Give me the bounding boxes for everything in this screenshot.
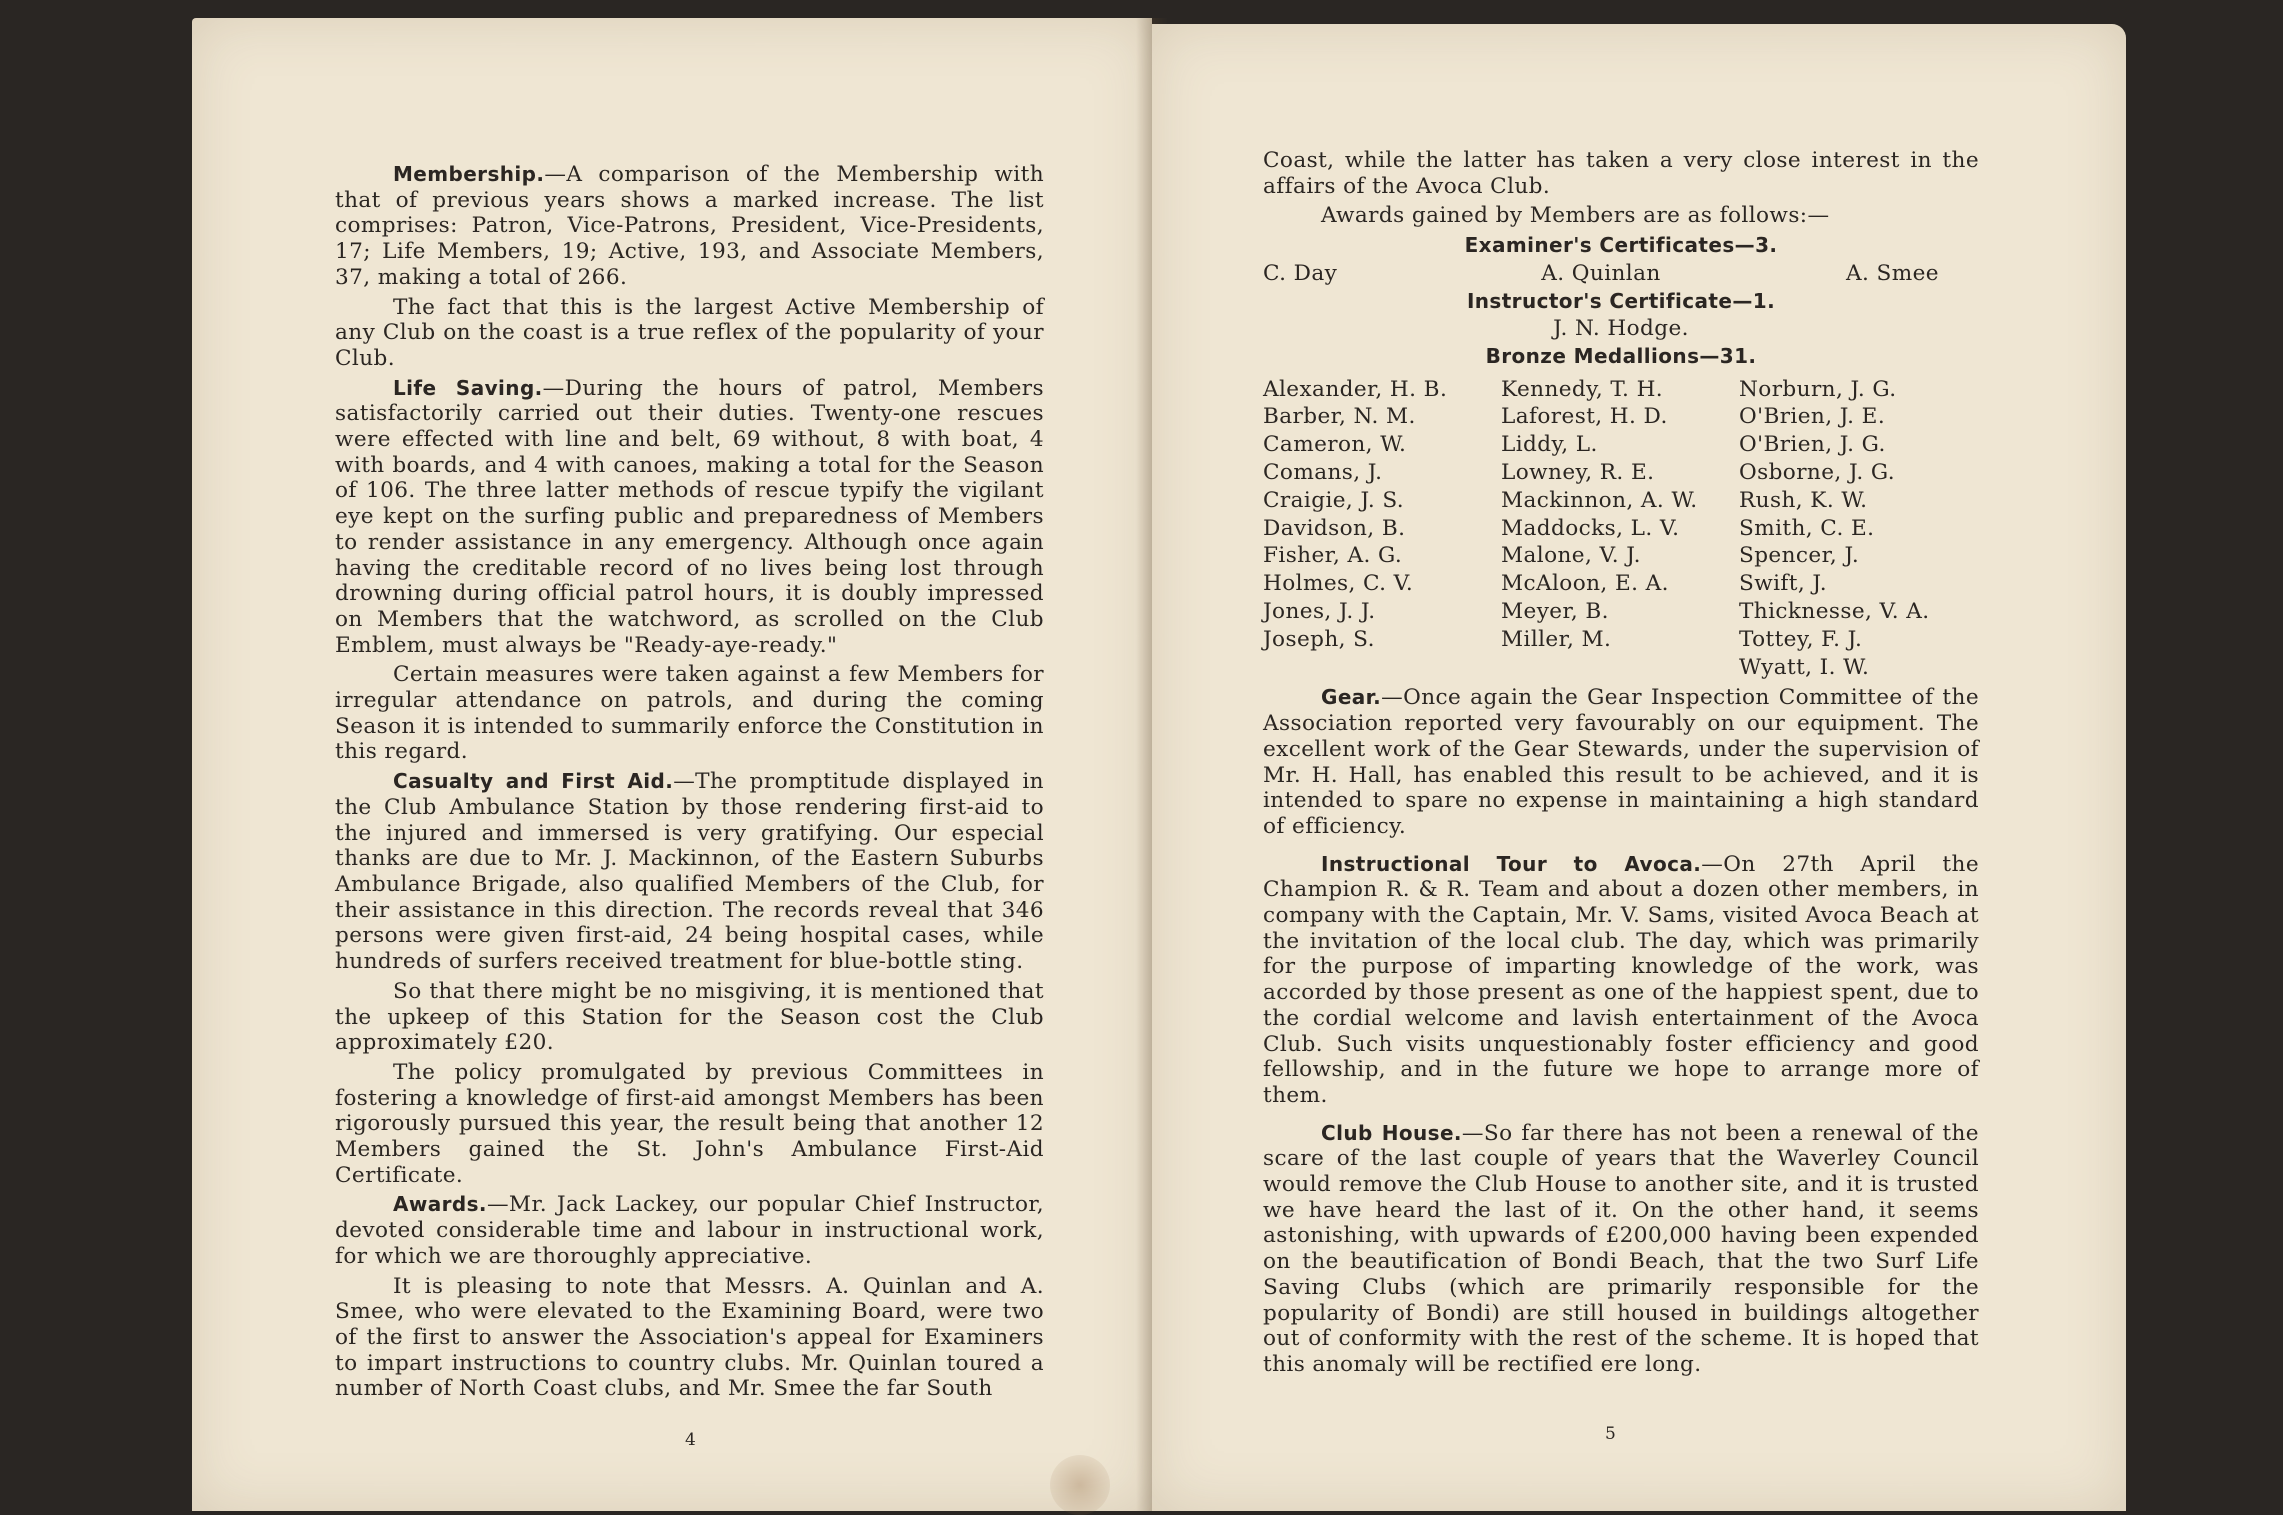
list-item: Fisher, A. G.	[1263, 543, 1403, 569]
list-item: Thicknesse, V. A.	[1739, 599, 1930, 624]
paragraph: Club House.—So far there has not been a renewal of the scare of the last couple of years that the Waverley Council would remove the Club House to another site, and it is trusted we have heard the last of it. On the other hand, it seems astonishing, with upwards of £200,000 having been expended on the beautification of Bondi Beach, that the two Surf Life Saving Clubs (which are primarily responsible for the popularity of Bondi) are still housed in buildings altogether out of conformity with the rest of the scheme. It is hoped that this anomaly will be rectified ere long.	[1263, 1120, 1979, 1377]
name-column	[1501, 376, 1739, 682]
name-column	[1739, 376, 1977, 682]
list-item: Lowney, R. E.	[1501, 460, 1655, 486]
paragraph: The policy promulgated by previous Committees in fostering a knowledge of first-aid amongst Members has been rigorously pursued this year, the result being that another 12 Members gained the St. John's Ambulance First-Aid Certificate.	[335, 1059, 1044, 1188]
instructor-heading: Instructor's Certificate—1.	[1466, 288, 1776, 313]
examiner-name: A. Quinlan	[1541, 260, 1661, 286]
right-page-text	[1263, 148, 1979, 1382]
paragraph: Membership.—A comparison of the Membership with that of previous years shows a marked increase. The list comprises: Patron, Vice-Patrons, President, Vice-Presidents, 17; Life Members, 19; Active, 193, and Associate Members, 37, making a total of 266.	[335, 162, 1044, 290]
list-item: Osborne, J. G.	[1739, 460, 1895, 486]
page-number: 5	[1605, 1424, 1616, 1444]
paragraph: The fact that this is the largest Active Membership of any Club on the coast is a true reflex of the popularity of your Club.	[335, 294, 1044, 371]
examiners-heading: Examiner's Certificates—3.	[1464, 233, 1778, 258]
examiner-name: A. Smee	[1846, 260, 1939, 286]
list-item: Norburn, J. G.	[1739, 376, 1897, 402]
paragraph: Casualty and First Aid.—The promptitude displayed in the Club Ambulance Station by those rendering first-aid to the injured and immersed is very gratifying. Our especial thanks are due to Mr. J. Mackinnon, of the Eastern Suburbs Ambulance Brigade, also qualified Members of the Club, for their assistance in this direction. The records reveal that 346 persons were given first-aid, 24 being hospital cases, while hundreds of surfers received treatment for blue-bottle sting.	[335, 769, 1044, 975]
list-item: Comans, J.	[1263, 460, 1383, 486]
list-item: Craigie, J. S.	[1263, 487, 1405, 513]
paragraph: Gear.—Once again the Gear Inspection Committee of the Association reported very favourably on our equipment. The excellent work of the Gear Stewards, under the supervision of Mr. H. Hall, has enabled this result to be achieved, and it is intended to spare no expense in maintaining a high standard of efficiency.	[1263, 685, 1979, 839]
list-item: Davidson, B.	[1263, 515, 1406, 541]
list-item: O'Brien, J. G.	[1739, 432, 1886, 458]
list-item: Barber, N. M.	[1263, 404, 1416, 430]
bronze-heading: Bronze Medallions—31.	[1485, 343, 1757, 368]
list-item: Jones, J. J.	[1263, 599, 1376, 624]
list-item: Holmes, C. V.	[1263, 571, 1414, 597]
continuation-paragraph: Coast, while the latter has taken a very close interest in the affairs of the Avoca Club.	[1263, 148, 1979, 199]
list-item: Tottey, F. J.	[1739, 626, 1863, 652]
paragraph: It is pleasing to note that Messrs. A. Quinlan and A. Smee, who were elevated to the Examining Board, were two of the first to answer the Association's appeal for Examiners to impart instructions to country clubs. Mr. Quinlan toured a number of North Coast clubs, and Mr. Smee the far South	[335, 1273, 1044, 1402]
list-item: Rush, K. W.	[1739, 487, 1868, 513]
list-item: Laforest, H. D.	[1501, 404, 1668, 430]
page-number: 4	[685, 1430, 696, 1450]
list-item: McAloon, E. A.	[1501, 571, 1669, 597]
bronze-medallion-list	[1263, 376, 1979, 682]
paragraph: Life Saving.—During the hours of patrol, Members satisfactorily carried out their duties. Twenty-one rescues were effected with line and belt, 69 without, 8 with boat, 4 with boards, and 4 with canoes, making a total for the Season of 106. The three latter methods of rescue typify the vigilant eye kept on the surfing public and preparedness of Members to render assistance in any emergency. Although once again having the creditable record of no lives being lost through drowning during official patrol hours, it is doubly impressed on Members that the watchword, as scrolled on the Club Emblem, must always be "Ready-aye-ready."	[335, 375, 1044, 658]
list-item: Cameron, W.	[1263, 432, 1407, 458]
list-item: Smith, C. E.	[1739, 515, 1875, 541]
list-item: Miller, M.	[1501, 626, 1612, 652]
list-item: Malone, V. J.	[1501, 543, 1641, 569]
list-item: Kennedy, T. H.	[1501, 376, 1664, 402]
list-item: Mackinnon, A. W.	[1501, 487, 1698, 513]
list-item: O'Brien, J. E.	[1739, 404, 1886, 430]
list-item: Joseph, S.	[1263, 626, 1375, 652]
left-page	[192, 18, 1152, 1511]
left-page-text	[335, 162, 1044, 1406]
list-item: Liddy, L.	[1501, 432, 1598, 458]
examiners-row	[1263, 261, 1979, 287]
examiner-name: C. Day	[1263, 260, 1338, 286]
list-item: Swift, J.	[1739, 571, 1828, 597]
list-item: Maddocks, L. V.	[1501, 515, 1680, 541]
paragraph: Certain measures were taken against a few Members for irregular attendance on patrols, and during the coming Season it is intended to summarily enforce the Constitution in this regard.	[335, 662, 1044, 765]
paragraph: Awards.—Mr. Jack Lackey, our popular Chief Instructor, devoted considerable time and labour in instructional work, for which we are thoroughly appreciative.	[335, 1192, 1044, 1269]
list-item: Meyer, B.	[1501, 599, 1609, 624]
awards-intro: Awards gained by Members are as follows:—	[1321, 203, 1830, 229]
paragraph: Instructional Tour to Avoca.—On 27th April the Champion R. & R. Team and about a dozen other members, in company with the Captain, Mr. V. Sams, visited Avoca Beach at the invitation of the local club. The day, which was primarily for the purpose of imparting knowledge of the work, was accorded by those present as one of the happiest spent, due to the cordial welcome and lavish entertainment of the Avoca Club. Such visits unquestionably foster efficiency and good fellowship, and in the future we hope to arrange more of them.	[1263, 851, 1979, 1108]
paragraph: So that there might be no misgiving, it is mentioned that the upkeep of this Station for the Season cost the Club approximately £20.	[335, 978, 1044, 1056]
list-item: Alexander, H. B.	[1263, 376, 1448, 402]
list-item: Spencer, J.	[1739, 543, 1860, 569]
name-column	[1263, 376, 1501, 682]
list-item: Wyatt, I. W.	[1739, 654, 1870, 680]
right-page	[1152, 24, 2126, 1511]
instructor-name: J. N. Hodge.	[1553, 316, 1689, 342]
paper-stain	[1050, 1455, 1110, 1515]
